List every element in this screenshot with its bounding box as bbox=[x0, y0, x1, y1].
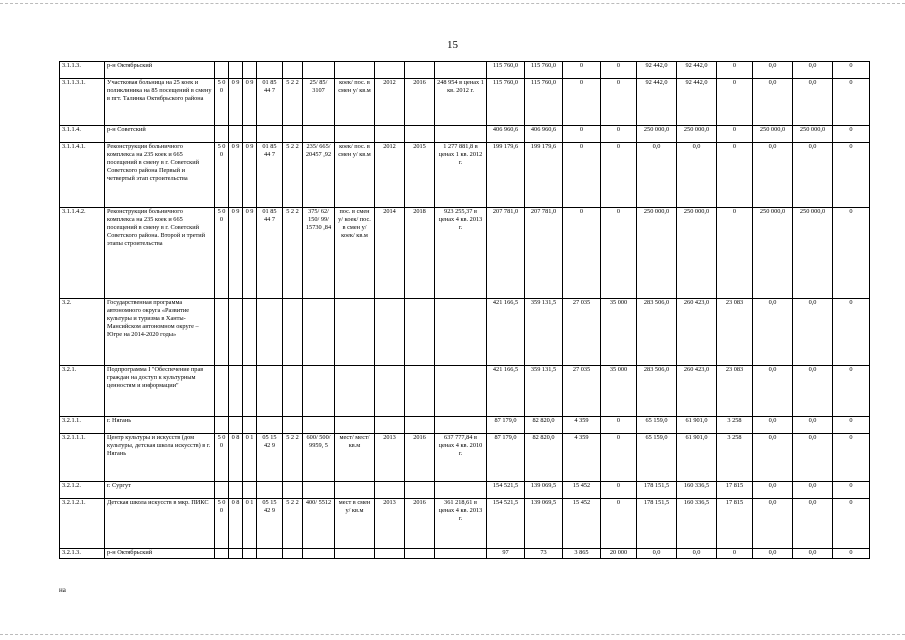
start-year-cell bbox=[375, 366, 405, 417]
capacity-cell: 600/ 500/ 9959, 5 bbox=[303, 434, 335, 482]
value-6-cell: 160 336,5 bbox=[677, 482, 717, 499]
end-year-cell bbox=[405, 126, 435, 143]
value-9-cell: 0,0 bbox=[793, 434, 833, 482]
capacity-unit-cell: пос. в смен у/ коек/ пос. в смен у/ коек/ кв.м bbox=[335, 208, 375, 299]
start-year-cell: 2012 bbox=[375, 143, 405, 208]
value-10-cell: 0 bbox=[833, 417, 870, 434]
value-6-cell: 260 423,0 bbox=[677, 366, 717, 417]
value-1-cell: 87 179,0 bbox=[487, 417, 525, 434]
code-digit-3-cell: 0 9 bbox=[243, 143, 257, 208]
value-10-cell: 0 bbox=[833, 482, 870, 499]
value-10-cell: 0 bbox=[833, 208, 870, 299]
code-type-cell bbox=[283, 366, 303, 417]
value-9-cell: 0,0 bbox=[793, 549, 833, 559]
code-digit-1-cell bbox=[215, 366, 229, 417]
code-digit-3-cell bbox=[243, 299, 257, 366]
capacity-unit-cell bbox=[335, 299, 375, 366]
value-8-cell: 0,0 bbox=[753, 143, 793, 208]
value-8-cell: 0,0 bbox=[753, 79, 793, 126]
value-10-cell: 0 bbox=[833, 499, 870, 549]
value-1-cell: 97 bbox=[487, 549, 525, 559]
value-7-cell: 23 083 bbox=[717, 366, 753, 417]
value-5-cell: 178 151,5 bbox=[637, 499, 677, 549]
value-8-cell: 0,0 bbox=[753, 417, 793, 434]
value-7-cell: 0 bbox=[717, 208, 753, 299]
code-digit-2-cell: 0 9 bbox=[229, 208, 243, 299]
row-number-cell: 3.2.1.1.1. bbox=[60, 434, 105, 482]
value-4-cell: 20 000 bbox=[601, 549, 637, 559]
value-10-cell: 0 bbox=[833, 79, 870, 126]
value-9-cell: 0,0 bbox=[793, 499, 833, 549]
start-year-cell bbox=[375, 549, 405, 559]
row-number-cell: 3.2.1. bbox=[60, 366, 105, 417]
code-target-cell: 05 15 42 9 bbox=[257, 434, 283, 482]
value-10-cell: 0 bbox=[833, 126, 870, 143]
value-5-cell: 0,0 bbox=[637, 549, 677, 559]
code-digit-3-cell: 0 1 bbox=[243, 499, 257, 549]
code-digit-2-cell bbox=[229, 126, 243, 143]
start-year-cell: 2013 bbox=[375, 434, 405, 482]
value-6-cell: 260 423,0 bbox=[677, 299, 717, 366]
code-target-cell: 01 85 44 7 bbox=[257, 208, 283, 299]
table-row bbox=[60, 434, 870, 482]
object-name-cell: р-н Октябрьский bbox=[105, 549, 215, 559]
code-target-cell: 05 15 42 9 bbox=[257, 499, 283, 549]
code-type-cell bbox=[283, 299, 303, 366]
value-1-cell: 115 760,0 bbox=[487, 62, 525, 79]
page-number: 15 bbox=[447, 39, 458, 51]
code-digit-2-cell: 0 9 bbox=[229, 79, 243, 126]
end-year-cell: 2016 bbox=[405, 499, 435, 549]
value-5-cell: 178 151,5 bbox=[637, 482, 677, 499]
code-target-cell bbox=[257, 549, 283, 559]
row-number-cell: 3.1.1.3. bbox=[60, 62, 105, 79]
code-digit-2-cell bbox=[229, 482, 243, 499]
value-1-cell: 115 760,0 bbox=[487, 79, 525, 126]
value-10-cell: 0 bbox=[833, 62, 870, 79]
value-3-cell: 0 bbox=[563, 208, 601, 299]
code-digit-3-cell bbox=[243, 366, 257, 417]
object-name-cell: Реконструкция больничного комплекса на 235 коек и 665 посещений в смену в г. Советский Советского района. Второй и третий этапы строительства bbox=[105, 208, 215, 299]
value-2-cell: 115 760,0 bbox=[525, 79, 563, 126]
value-5-cell: 92 442,0 bbox=[637, 79, 677, 126]
value-10-cell: 0 bbox=[833, 366, 870, 417]
capacity-cell: 235/ 665/ 20457 ,92 bbox=[303, 143, 335, 208]
value-7-cell: 0 bbox=[717, 79, 753, 126]
code-digit-3-cell bbox=[243, 482, 257, 499]
start-year-cell bbox=[375, 482, 405, 499]
code-digit-1-cell: 5 0 0 bbox=[215, 143, 229, 208]
code-digit-1-cell: 5 0 0 bbox=[215, 434, 229, 482]
capacity-unit-cell bbox=[335, 126, 375, 143]
code-type-cell: 5 2 2 bbox=[283, 79, 303, 126]
table-row bbox=[60, 208, 870, 299]
code-digit-3-cell bbox=[243, 549, 257, 559]
code-digit-1-cell: 5 0 0 bbox=[215, 499, 229, 549]
estimated-cost-cell: 361 218,61 в ценах 4 кв. 2013 г. bbox=[435, 499, 487, 549]
code-digit-3-cell bbox=[243, 62, 257, 79]
code-digit-2-cell bbox=[229, 366, 243, 417]
value-4-cell: 0 bbox=[601, 417, 637, 434]
capacity-unit-cell: коек/ пос. в смен у/ кв.м bbox=[335, 79, 375, 126]
row-number-cell: 3.1.1.3.1. bbox=[60, 79, 105, 126]
estimated-cost-cell bbox=[435, 299, 487, 366]
value-3-cell: 27 035 bbox=[563, 299, 601, 366]
estimated-cost-cell bbox=[435, 62, 487, 79]
code-target-cell bbox=[257, 417, 283, 434]
code-type-cell bbox=[283, 62, 303, 79]
start-year-cell: 2014 bbox=[375, 208, 405, 299]
code-target-cell bbox=[257, 299, 283, 366]
code-digit-1-cell bbox=[215, 126, 229, 143]
value-2-cell: 199 179,6 bbox=[525, 143, 563, 208]
object-name-cell: Участковая больница на 25 коек и поликлиника на 85 посещений в смену в пгт. Талинка Октябрьского района bbox=[105, 79, 215, 126]
value-9-cell: 250 000,0 bbox=[793, 208, 833, 299]
end-year-cell: 2015 bbox=[405, 143, 435, 208]
table-row bbox=[60, 126, 870, 143]
scan-edge-bottom bbox=[0, 634, 905, 635]
capacity-unit-cell bbox=[335, 366, 375, 417]
value-6-cell: 92 442,0 bbox=[677, 62, 717, 79]
capacity-unit-cell bbox=[335, 549, 375, 559]
row-number-cell: 3.2.1.3. bbox=[60, 549, 105, 559]
value-6-cell: 250 000,0 bbox=[677, 208, 717, 299]
value-1-cell: 199 179,6 bbox=[487, 143, 525, 208]
value-6-cell: 0,0 bbox=[677, 143, 717, 208]
value-7-cell: 3 258 bbox=[717, 417, 753, 434]
capacity-cell bbox=[303, 299, 335, 366]
value-10-cell: 0 bbox=[833, 299, 870, 366]
value-8-cell: 0,0 bbox=[753, 299, 793, 366]
value-2-cell: 139 069,5 bbox=[525, 482, 563, 499]
value-2-cell: 359 131,5 bbox=[525, 366, 563, 417]
value-8-cell: 0,0 bbox=[753, 366, 793, 417]
value-4-cell: 0 bbox=[601, 62, 637, 79]
table-row bbox=[60, 299, 870, 366]
value-4-cell: 0 bbox=[601, 499, 637, 549]
start-year-cell bbox=[375, 62, 405, 79]
value-3-cell: 4 359 bbox=[563, 434, 601, 482]
value-7-cell: 23 083 bbox=[717, 299, 753, 366]
object-name-cell: Государственная программа автономного округа «Развитие культуры и туризма в Ханты-Мансийском автономном округе – Югре на 2014-2020 годы» bbox=[105, 299, 215, 366]
capacity-cell: 25/ 85/ 3107 bbox=[303, 79, 335, 126]
value-6-cell: 0,0 bbox=[677, 549, 717, 559]
capacity-cell bbox=[303, 549, 335, 559]
start-year-cell: 2012 bbox=[375, 79, 405, 126]
value-3-cell: 0 bbox=[563, 126, 601, 143]
capacity-cell bbox=[303, 482, 335, 499]
code-target-cell: 01 85 44 7 bbox=[257, 79, 283, 126]
code-digit-1-cell bbox=[215, 482, 229, 499]
code-digit-2-cell: 0 9 bbox=[229, 143, 243, 208]
object-name-cell: г. Нягань bbox=[105, 417, 215, 434]
code-digit-1-cell: 5 0 0 bbox=[215, 208, 229, 299]
start-year-cell bbox=[375, 417, 405, 434]
code-digit-2-cell: 0 8 bbox=[229, 499, 243, 549]
value-9-cell: 250 000,0 bbox=[793, 126, 833, 143]
value-7-cell: 0 bbox=[717, 62, 753, 79]
code-target-cell bbox=[257, 126, 283, 143]
footer-note: на bbox=[59, 586, 66, 594]
value-1-cell: 207 781,0 bbox=[487, 208, 525, 299]
value-9-cell: 0,0 bbox=[793, 417, 833, 434]
value-1-cell: 87 179,0 bbox=[487, 434, 525, 482]
end-year-cell: 2018 bbox=[405, 208, 435, 299]
code-target-cell bbox=[257, 62, 283, 79]
value-9-cell: 0,0 bbox=[793, 482, 833, 499]
estimated-cost-cell bbox=[435, 366, 487, 417]
table-row bbox=[60, 549, 870, 559]
value-8-cell: 0,0 bbox=[753, 62, 793, 79]
value-9-cell: 0,0 bbox=[793, 299, 833, 366]
value-2-cell: 359 131,5 bbox=[525, 299, 563, 366]
table-row bbox=[60, 417, 870, 434]
value-5-cell: 92 442,0 bbox=[637, 62, 677, 79]
capacity-unit-cell: коек/ пос. в смен у/ кв.м bbox=[335, 143, 375, 208]
estimated-cost-cell bbox=[435, 417, 487, 434]
value-10-cell: 0 bbox=[833, 434, 870, 482]
estimated-cost-cell: 248 954 в ценах 1 кв. 2012 г. bbox=[435, 79, 487, 126]
table-row bbox=[60, 499, 870, 549]
end-year-cell bbox=[405, 417, 435, 434]
code-digit-1-cell bbox=[215, 299, 229, 366]
start-year-cell bbox=[375, 299, 405, 366]
value-4-cell: 35 000 bbox=[601, 299, 637, 366]
value-4-cell: 0 bbox=[601, 143, 637, 208]
row-number-cell: 3.2.1.2. bbox=[60, 482, 105, 499]
value-4-cell: 0 bbox=[601, 126, 637, 143]
code-type-cell: 5 2 2 bbox=[283, 499, 303, 549]
value-1-cell: 421 166,5 bbox=[487, 299, 525, 366]
value-2-cell: 73 bbox=[525, 549, 563, 559]
end-year-cell bbox=[405, 549, 435, 559]
value-3-cell: 0 bbox=[563, 79, 601, 126]
value-2-cell: 82 820,0 bbox=[525, 417, 563, 434]
row-number-cell: 3.2.1.2.1. bbox=[60, 499, 105, 549]
value-5-cell: 0,0 bbox=[637, 143, 677, 208]
value-2-cell: 115 760,0 bbox=[525, 62, 563, 79]
code-digit-1-cell bbox=[215, 549, 229, 559]
estimated-cost-cell bbox=[435, 126, 487, 143]
value-2-cell: 139 069,5 bbox=[525, 499, 563, 549]
capacity-cell bbox=[303, 126, 335, 143]
object-name-cell: р-н Октябрьский bbox=[105, 62, 215, 79]
end-year-cell: 2016 bbox=[405, 434, 435, 482]
value-8-cell: 250 000,0 bbox=[753, 208, 793, 299]
value-5-cell: 283 506,0 bbox=[637, 366, 677, 417]
code-digit-2-cell bbox=[229, 549, 243, 559]
value-8-cell: 0,0 bbox=[753, 434, 793, 482]
code-type-cell bbox=[283, 549, 303, 559]
value-1-cell: 406 960,6 bbox=[487, 126, 525, 143]
value-5-cell: 283 506,0 bbox=[637, 299, 677, 366]
code-digit-1-cell: 5 0 0 bbox=[215, 79, 229, 126]
value-7-cell: 17 815 bbox=[717, 499, 753, 549]
capacity-unit-cell: мест/ мест/ кв.м bbox=[335, 434, 375, 482]
end-year-cell bbox=[405, 366, 435, 417]
value-4-cell: 0 bbox=[601, 434, 637, 482]
value-6-cell: 160 336,5 bbox=[677, 499, 717, 549]
row-number-cell: 3.1.1.4. bbox=[60, 126, 105, 143]
code-digit-2-cell bbox=[229, 62, 243, 79]
code-digit-3-cell: 0 9 bbox=[243, 208, 257, 299]
capacity-cell: 375/ 62/ 150/ 99/ 15730 ,84 bbox=[303, 208, 335, 299]
code-digit-3-cell: 0 1 bbox=[243, 434, 257, 482]
value-8-cell: 0,0 bbox=[753, 549, 793, 559]
value-6-cell: 92 442,0 bbox=[677, 79, 717, 126]
value-10-cell: 0 bbox=[833, 549, 870, 559]
object-name-cell: Детская школа искусств в мкр. ПИКС bbox=[105, 499, 215, 549]
value-5-cell: 250 000,0 bbox=[637, 208, 677, 299]
value-1-cell: 154 521,5 bbox=[487, 482, 525, 499]
code-type-cell: 5 2 2 bbox=[283, 208, 303, 299]
value-8-cell: 0,0 bbox=[753, 499, 793, 549]
value-4-cell: 0 bbox=[601, 208, 637, 299]
value-1-cell: 421 166,5 bbox=[487, 366, 525, 417]
code-type-cell bbox=[283, 417, 303, 434]
row-number-cell: 3.2.1.1. bbox=[60, 417, 105, 434]
code-type-cell bbox=[283, 126, 303, 143]
end-year-cell: 2016 bbox=[405, 79, 435, 126]
code-type-cell: 5 2 2 bbox=[283, 143, 303, 208]
value-4-cell: 35 000 bbox=[601, 366, 637, 417]
capacity-unit-cell bbox=[335, 417, 375, 434]
capacity-unit-cell bbox=[335, 482, 375, 499]
value-3-cell: 0 bbox=[563, 62, 601, 79]
value-5-cell: 65 159,0 bbox=[637, 417, 677, 434]
table-row bbox=[60, 62, 870, 79]
capacity-cell bbox=[303, 62, 335, 79]
value-7-cell: 0 bbox=[717, 126, 753, 143]
code-target-cell: 01 85 44 7 bbox=[257, 143, 283, 208]
object-name-cell: Реконструкция больничного комплекса на 235 коек и 665 посещений в смену в г. Советский Советского района Первый и четвертый этап строительства bbox=[105, 143, 215, 208]
value-6-cell: 250 000,0 bbox=[677, 126, 717, 143]
estimated-cost-cell: 637 777,84 в ценах 4 кв. 2010 г. bbox=[435, 434, 487, 482]
object-name-cell: р-н Советский bbox=[105, 126, 215, 143]
estimated-cost-cell bbox=[435, 549, 487, 559]
object-name-cell: г. Сургут bbox=[105, 482, 215, 499]
end-year-cell bbox=[405, 62, 435, 79]
value-9-cell: 0,0 bbox=[793, 79, 833, 126]
end-year-cell bbox=[405, 482, 435, 499]
capacity-cell bbox=[303, 417, 335, 434]
estimated-cost-cell: 923 255,37 в ценах 4 кв. 2013 г. bbox=[435, 208, 487, 299]
code-digit-3-cell bbox=[243, 417, 257, 434]
value-9-cell: 0,0 bbox=[793, 62, 833, 79]
value-3-cell: 3 865 bbox=[563, 549, 601, 559]
code-digit-2-cell bbox=[229, 417, 243, 434]
estimated-cost-cell bbox=[435, 482, 487, 499]
code-type-cell: 5 2 2 bbox=[283, 434, 303, 482]
value-7-cell: 3 258 bbox=[717, 434, 753, 482]
value-2-cell: 207 781,0 bbox=[525, 208, 563, 299]
value-6-cell: 61 901,0 bbox=[677, 417, 717, 434]
value-8-cell: 0,0 bbox=[753, 482, 793, 499]
capacity-cell: 400/ 5512 bbox=[303, 499, 335, 549]
table-row bbox=[60, 79, 870, 126]
code-target-cell bbox=[257, 366, 283, 417]
code-digit-1-cell bbox=[215, 417, 229, 434]
value-5-cell: 65 159,0 bbox=[637, 434, 677, 482]
table-row bbox=[60, 366, 870, 417]
value-3-cell: 27 035 bbox=[563, 366, 601, 417]
scan-edge-top bbox=[0, 3, 905, 4]
table-body bbox=[60, 62, 870, 559]
start-year-cell bbox=[375, 126, 405, 143]
code-digit-2-cell bbox=[229, 299, 243, 366]
value-3-cell: 0 bbox=[563, 143, 601, 208]
capacity-unit-cell: мест в смен у/ кв.м bbox=[335, 499, 375, 549]
value-7-cell: 0 bbox=[717, 143, 753, 208]
object-name-cell: Центр культуры и искусств (дом культуры, детская школа искусств) в г. Нягань bbox=[105, 434, 215, 482]
code-digit-3-cell bbox=[243, 126, 257, 143]
table-row bbox=[60, 143, 870, 208]
value-1-cell: 154 521,5 bbox=[487, 499, 525, 549]
value-2-cell: 82 820,0 bbox=[525, 434, 563, 482]
row-number-cell: 3.2. bbox=[60, 299, 105, 366]
value-6-cell: 61 901,0 bbox=[677, 434, 717, 482]
value-4-cell: 0 bbox=[601, 79, 637, 126]
value-7-cell: 0 bbox=[717, 549, 753, 559]
value-7-cell: 17 815 bbox=[717, 482, 753, 499]
estimated-cost-cell: 1 277 881,8 в ценах 1 кв. 2012 г. bbox=[435, 143, 487, 208]
value-3-cell: 15 452 bbox=[563, 499, 601, 549]
value-3-cell: 4 359 bbox=[563, 417, 601, 434]
value-9-cell: 0,0 bbox=[793, 366, 833, 417]
value-8-cell: 250 000,0 bbox=[753, 126, 793, 143]
start-year-cell: 2013 bbox=[375, 499, 405, 549]
code-type-cell bbox=[283, 482, 303, 499]
budget-table bbox=[59, 61, 870, 559]
capacity-cell bbox=[303, 366, 335, 417]
code-digit-3-cell: 0 9 bbox=[243, 79, 257, 126]
row-number-cell: 3.1.1.4.1. bbox=[60, 143, 105, 208]
code-digit-2-cell: 0 8 bbox=[229, 434, 243, 482]
object-name-cell: Подпрограмма I "Обеспечение прав граждан на доступ к культурным ценностям и информации" bbox=[105, 366, 215, 417]
row-number-cell: 3.1.1.4.2. bbox=[60, 208, 105, 299]
end-year-cell bbox=[405, 299, 435, 366]
value-4-cell: 0 bbox=[601, 482, 637, 499]
capacity-unit-cell bbox=[335, 62, 375, 79]
value-10-cell: 0 bbox=[833, 143, 870, 208]
table-row bbox=[60, 482, 870, 499]
code-target-cell bbox=[257, 482, 283, 499]
value-2-cell: 406 960,6 bbox=[525, 126, 563, 143]
value-5-cell: 250 000,0 bbox=[637, 126, 677, 143]
code-digit-1-cell bbox=[215, 62, 229, 79]
value-3-cell: 15 452 bbox=[563, 482, 601, 499]
value-9-cell: 0,0 bbox=[793, 143, 833, 208]
